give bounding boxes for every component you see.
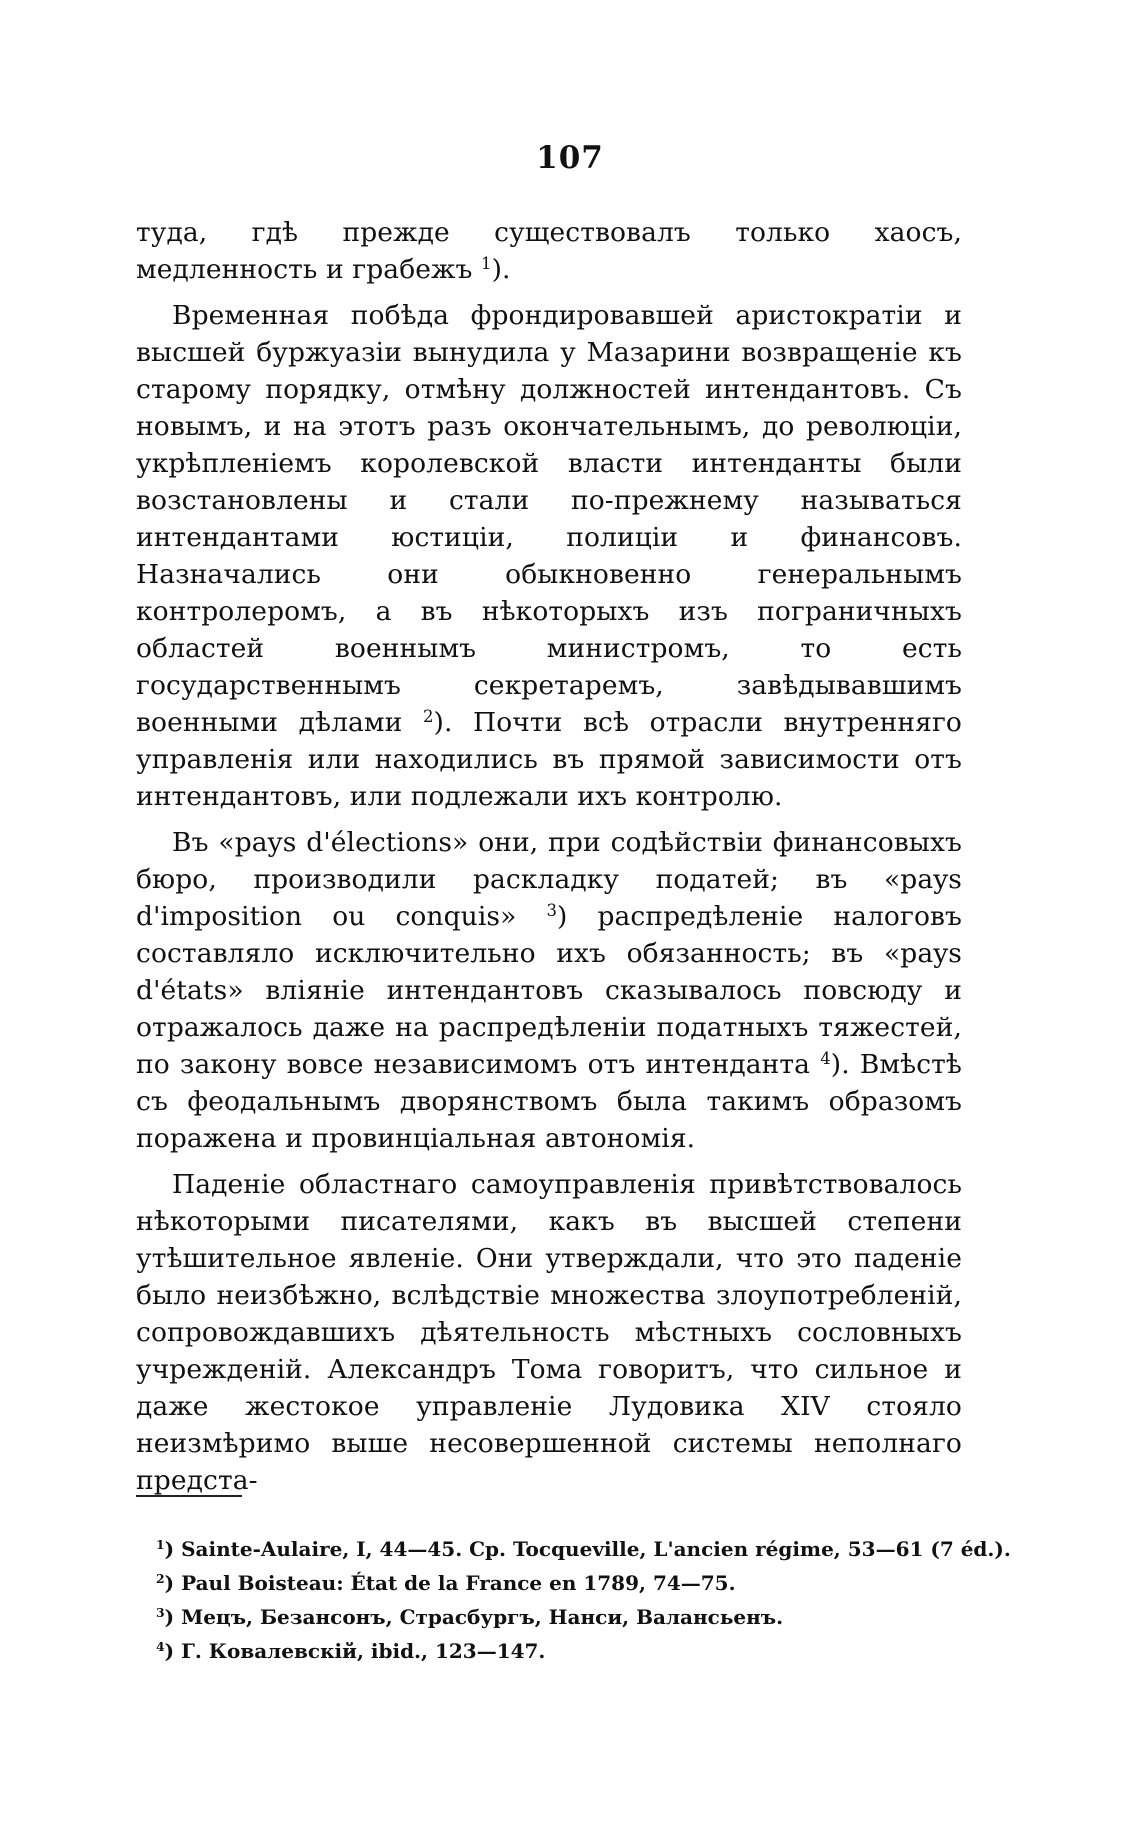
footnote-ref: 2	[422, 706, 434, 726]
text-segment: Паденіе областнаго самоуправленія привѣтствовалось нѣкоторыми писателями, какъ въ высшей степени утѣшительное явленіе. Они утверждали, что это паденіе было неизбѣжно, вслѣдствіе множества злоупотребленій, сопровождавшихъ дѣятельность мѣстныхъ сословныхъ учрежденій. Александръ Тома говоритъ, что сильное и даже жестокое управленіе Лудовика XIV стояло неизмѣримо выше несовершенной системы неполнаго предста-	[136, 1169, 962, 1496]
paragraph-4	[136, 1166, 962, 1499]
footnote-ref: 3	[546, 900, 557, 920]
paragraph-2	[136, 297, 962, 815]
paragraph-3	[136, 824, 962, 1157]
footnote-3	[156, 1600, 976, 1634]
footnote-ref: 4	[820, 1048, 831, 1068]
footnote-2	[156, 1566, 976, 1600]
footnote-mark: 1	[156, 1537, 165, 1553]
footnote-paren: )	[164, 1571, 182, 1595]
footnote-ref: 1	[481, 253, 492, 273]
footnote-paren: )	[164, 1639, 182, 1663]
footnote-1	[156, 1532, 1011, 1566]
text-segment: ). Почти всѣ отрасли внутренняго управленія или находились въ прямой зависимости отъ интендантовъ, или подлежали ихъ контролю.	[136, 707, 962, 812]
text-segment: ).	[491, 254, 511, 285]
footnote-text: Г. Ковалевскій, ibid., 123—147.	[181, 1639, 546, 1663]
footnote-mark: 3	[156, 1605, 165, 1621]
footnote-text: Мецъ, Безансонъ, Страсбургъ, Нанси, Валансьенъ.	[181, 1605, 784, 1629]
paragraph-1	[136, 214, 962, 288]
footnote-paren: )	[164, 1605, 182, 1629]
page-number: 107	[536, 140, 604, 176]
text-segment: туда, гдѣ прежде существовалъ только хаосъ, медленность и грабежъ	[136, 217, 962, 285]
footnote-text: Sainte-Aulaire, I, 44—45. Cp. Tocqueville, L'ancien régime, 53—61 (7 éd.).	[181, 1537, 1011, 1561]
footnote-rule	[136, 1495, 242, 1497]
footnote-text: Paul Boisteau: État de la France en 1789, 74—75.	[181, 1571, 736, 1595]
footnote-paren: )	[164, 1537, 182, 1561]
text-segment: Временная побѣда фрондировавшей аристократіи и высшей буржуазіи вынудила у Мазарини возвращеніе къ старому порядку, отмѣну должностей интендантовъ. Съ новымъ, и на этотъ разъ окончательнымъ, до революціи, укрѣпленіемъ королевской власти интенданты были возстановлены и стали по-прежнему называться интендантами юстиціи, полиціи и финансовъ. Назначались они обыкновенно генеральнымъ контролеромъ, а въ нѣкоторыхъ изъ пограничныхъ областей военнымъ министромъ, то есть государственнымъ секретаремъ, завѣдывавшимъ военными дѣлами	[136, 300, 962, 738]
text-segment: Въ «pays d'élections» они, при содѣйствіи финансовыхъ бюро, производили раскладку податей; въ «pays d'imposition ou conquis»	[136, 827, 962, 932]
footnote-mark: 2	[156, 1571, 165, 1587]
footnote-4	[156, 1634, 976, 1668]
text-segment: ). Вмѣстѣ съ феодальнымъ дворянствомъ была такимъ образомъ поражена и провинціальная автономія.	[136, 1049, 962, 1154]
footnote-mark: 4	[156, 1639, 165, 1655]
footnotes	[156, 1532, 1011, 1668]
text-segment: ) распредѣленіе налоговъ составляло исключительно ихъ обязанность; въ «pays d'états» вліяніе интендантовъ сказывалось повсюду и отражалось даже на распредѣленіи податныхъ тяжестей, по закону вовсе независимомъ отъ интенданта	[136, 901, 962, 1080]
body-text	[136, 214, 962, 1508]
